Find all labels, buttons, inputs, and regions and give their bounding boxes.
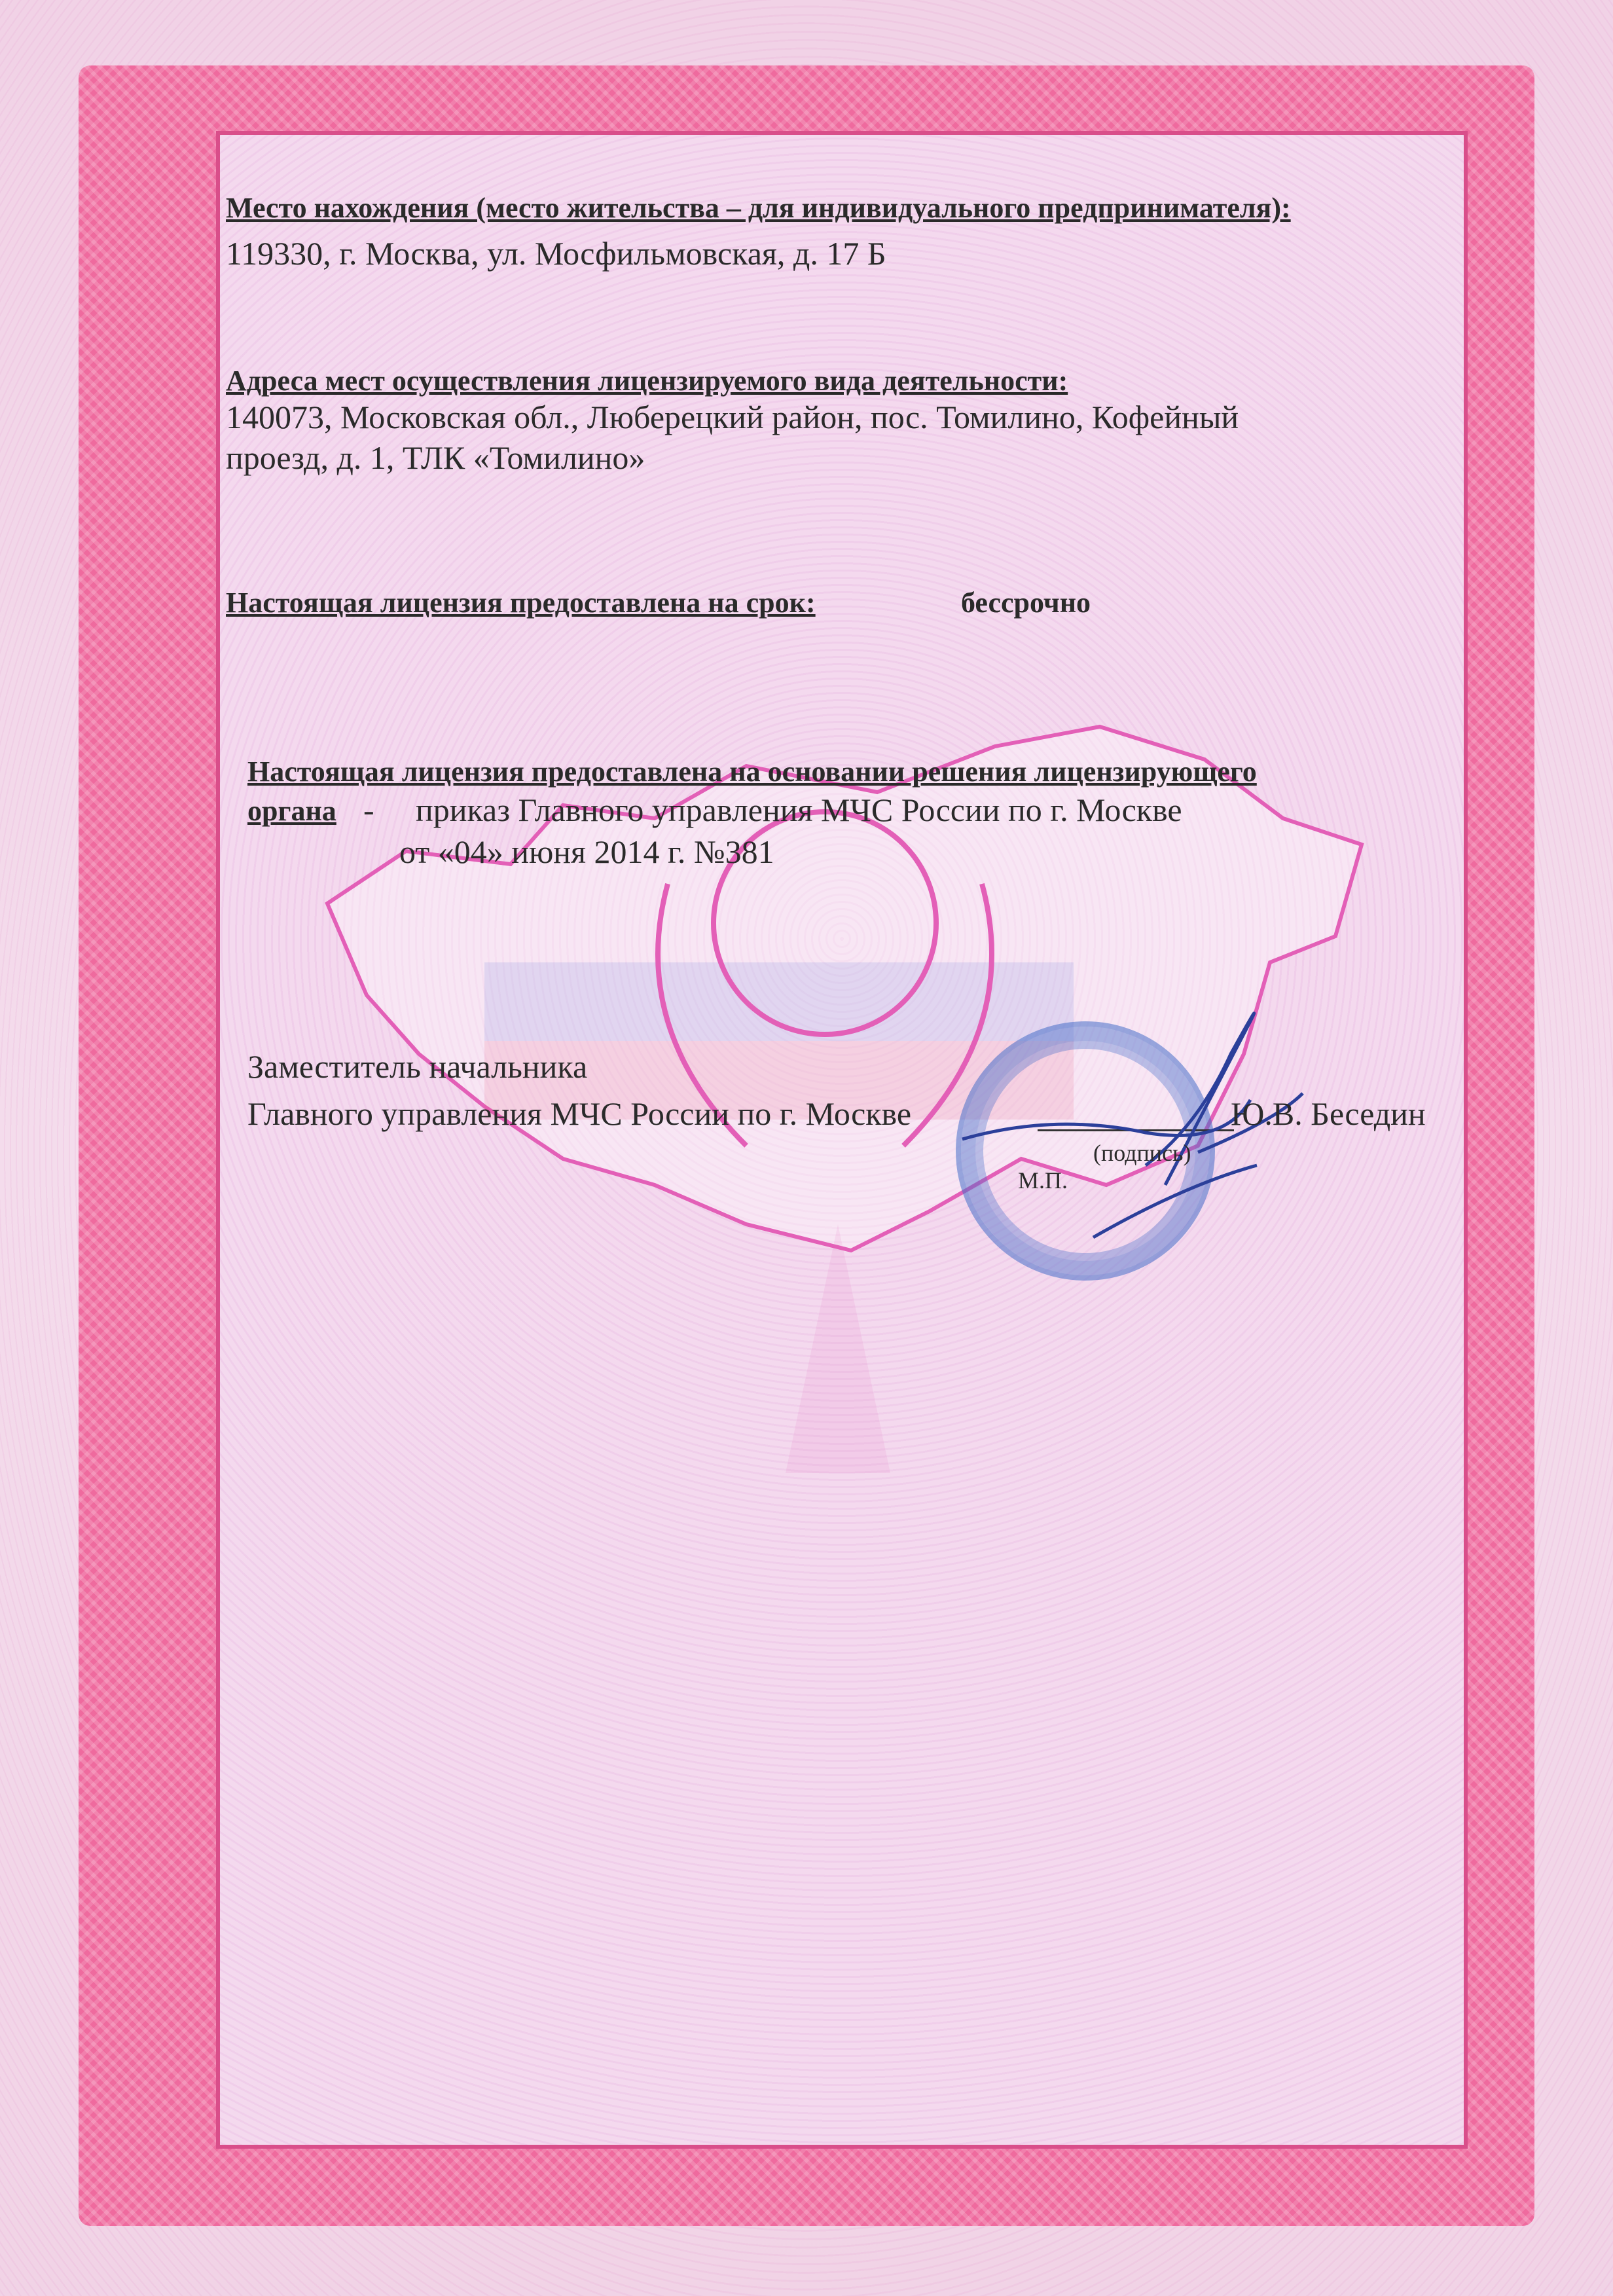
basis-label-line-2: органа <box>247 795 336 827</box>
term-value: бессрочно <box>961 587 1091 619</box>
activity-address-line-2: проезд, д. 1, ТЛК «Томилино» <box>226 439 645 476</box>
basis-order-line-1: приказ Главного управления МЧС России по г. Москве <box>416 792 1182 828</box>
signatory-position-line-1: Заместитель начальника <box>247 1048 588 1085</box>
signatory-name: Ю.В. Беседин <box>1231 1095 1426 1132</box>
basis-order-line-2: от «04» июня 2014 г. №381 <box>399 833 774 870</box>
activity-address-line-1: 140073, Московская обл., Люберецкий район, пос. Томилино, Кофейный <box>226 399 1239 435</box>
signatory-position-line-2: Главного управления МЧС России по г. Москве <box>247 1095 912 1132</box>
signature-caption: (подпись) <box>1093 1140 1191 1166</box>
activity-addresses-label: Адреса мест осуществления лицензируемого вида деятельности: <box>226 365 1068 397</box>
basis-dash: - <box>363 792 374 828</box>
basis-label-line-1: Настоящая лицензия предоставлена на основании решения лицензирующего <box>247 756 1257 788</box>
location-label: Место нахождения (место жительства – для индивидуального предпринимателя): <box>226 192 1291 224</box>
location-value: 119330, г. Москва, ул. Мосфильмовская, д. 17 Б <box>226 235 886 272</box>
term-label: Настоящая лицензия предоставлена на срок: <box>226 587 816 619</box>
stamp-caption: М.П. <box>1018 1167 1068 1194</box>
